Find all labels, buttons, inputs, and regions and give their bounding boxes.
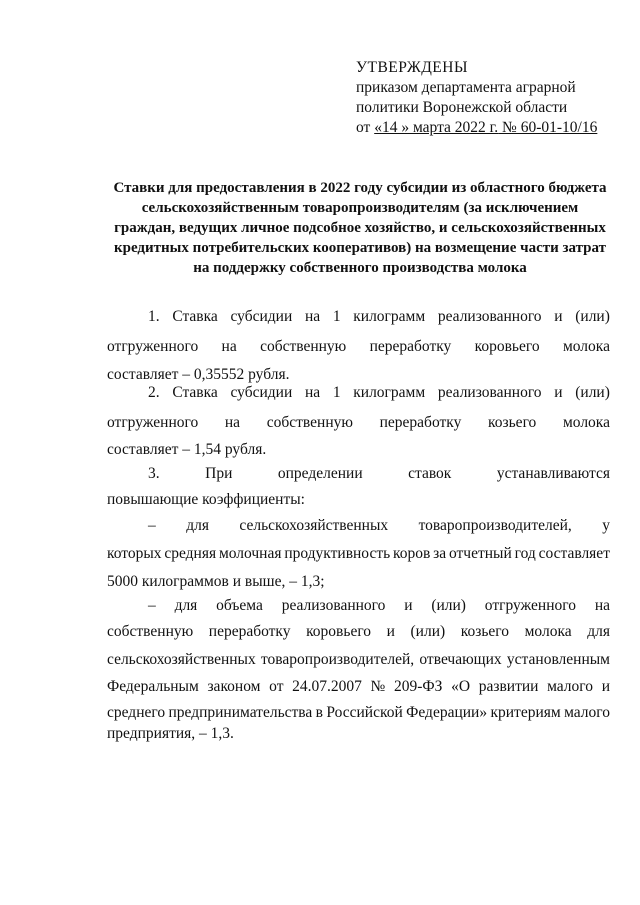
word: и (404, 597, 413, 614)
coef-2-line-2 (107, 622, 610, 642)
word: 24.07.2007 (292, 678, 362, 695)
word: переработку (379, 414, 462, 431)
word: для (174, 597, 198, 614)
word: коровьего (474, 338, 540, 355)
word: и (386, 623, 395, 640)
word: у (602, 517, 610, 534)
word: молока (562, 338, 610, 355)
item-2-line-2 (107, 413, 610, 433)
word: килограмм (353, 308, 426, 325)
word: и (601, 678, 610, 695)
item-3-line-1 (148, 464, 610, 484)
coef-2-line-5 (107, 703, 610, 723)
coef-2-line-1 (148, 596, 610, 616)
title-line-4: кредитных потребительских кооперативов) на возмещение части затрат (113, 240, 607, 256)
word: «О (451, 678, 471, 695)
item-1-line-3: составляет – 0,35552 рубля. (107, 366, 290, 383)
word: 209-ФЗ (394, 678, 443, 695)
word: на (221, 338, 237, 355)
word: на (224, 414, 241, 431)
word: малого (547, 678, 594, 695)
word: Ставка (172, 384, 218, 401)
approval-date-prefix: от (356, 119, 375, 136)
word: (или) (575, 308, 610, 325)
word: собственную (107, 623, 194, 640)
word: отчетный (448, 545, 512, 562)
approval-block (356, 58, 597, 138)
word: килограмм (353, 384, 426, 401)
coef-2-line-3 (107, 650, 610, 670)
word: на (304, 308, 321, 325)
word: При (205, 465, 233, 482)
word: определении (277, 465, 363, 482)
word: коровьего (306, 623, 372, 640)
word: среднего (107, 704, 166, 721)
word: переработку (369, 338, 452, 355)
word: (или) (575, 384, 610, 401)
word: молочная (218, 545, 282, 562)
word: средняя (164, 545, 217, 562)
word: развитии (478, 678, 539, 695)
word: 1 (332, 384, 341, 401)
word: (или) (410, 623, 446, 640)
word: переработку (208, 623, 291, 640)
word: и (554, 308, 563, 325)
word: на (304, 384, 321, 401)
word: сельскохозяйственных (239, 517, 389, 534)
word: отвечающих (419, 651, 502, 668)
title-line-2: сельскохозяйственным товаропроизводителям (за исключением (141, 200, 579, 216)
word: отгруженного (107, 338, 199, 355)
word: отгруженного (107, 414, 199, 431)
word: объема (216, 597, 263, 614)
word: Российской (326, 704, 403, 721)
word: молока (562, 414, 610, 431)
item-3-line-2: повышающие коэффициенты: (107, 491, 305, 508)
word: собственную (266, 414, 353, 431)
word: которых (107, 545, 162, 562)
title-line-1: Ставки для предоставления в 2022 году субсидии из областного бюджета (113, 180, 607, 196)
word: Федерации» (406, 704, 488, 721)
word: от (269, 678, 284, 695)
word: составляет (538, 545, 610, 562)
word: товаропроизводителей, (260, 651, 415, 668)
approval-date: «14 » марта 2022 г. (374, 119, 499, 136)
coef-2-line-6: предприятия, – 1,3. (107, 725, 234, 742)
word: субсидии (230, 384, 293, 401)
word: молока (524, 623, 572, 640)
word: № (370, 678, 386, 695)
title-line-3: граждан, ведущих личное подсобное хозяйство, и сельскохозяйственных (114, 220, 606, 236)
title-line-5: на поддержку собственного производства молока (193, 260, 527, 276)
word: товаропроизводителей, (418, 517, 572, 534)
word: установленным (506, 651, 610, 668)
word: и (554, 384, 563, 401)
word: – (148, 597, 156, 614)
word: устанавливаются (496, 465, 610, 482)
word: коров (393, 545, 431, 562)
word: на (594, 597, 610, 614)
word: для (186, 517, 209, 534)
word: 1 (332, 308, 341, 325)
item-2-line-3: составляет – 1,54 рубля. (107, 441, 267, 458)
word: ставок (408, 465, 452, 482)
word: Ставка (172, 308, 218, 325)
approval-heading: УТВЕРЖДЕНЫ (356, 59, 468, 76)
word: Федеральным (107, 678, 199, 695)
approval-line-2: политики Воронежской области (356, 99, 568, 116)
word: козьего (488, 414, 537, 431)
item-1-line-2 (107, 337, 610, 357)
word: 3. (148, 465, 160, 482)
word: – (148, 517, 156, 534)
word: в (315, 704, 323, 721)
coef-1-line-2 (107, 544, 610, 564)
word: козьего (460, 623, 510, 640)
word: собственную (260, 338, 347, 355)
item-2-line-1 (148, 383, 610, 403)
approval-number: № 60-01-10/16 (498, 119, 598, 136)
word: критериям (490, 704, 561, 721)
word: 2. (148, 384, 160, 401)
word: реализованного (281, 597, 386, 614)
approval-line-1: приказом департамента аграрной (356, 79, 576, 96)
word: сельскохозяйственных (107, 651, 256, 668)
document-title (100, 178, 620, 278)
word: отгруженного (484, 597, 576, 614)
word: продуктивность (284, 545, 391, 562)
word: реализованного (437, 384, 542, 401)
word: реализованного (437, 308, 542, 325)
word: предпринимательства (168, 704, 313, 721)
word: малого (564, 704, 610, 721)
approval-date-line (356, 118, 597, 138)
coef-1-line-1 (148, 516, 610, 536)
word: для (587, 623, 610, 640)
item-1-line-1 (148, 307, 610, 327)
coef-1-line-3: 5000 килограммов и выше, – 1,3; (107, 573, 325, 590)
word: (или) (431, 597, 466, 614)
coef-2-line-4 (107, 677, 610, 697)
word: субсидии (230, 308, 293, 325)
word: законом (207, 678, 261, 695)
word: 1. (148, 308, 160, 325)
word: год (514, 545, 536, 562)
word: за (433, 545, 447, 562)
